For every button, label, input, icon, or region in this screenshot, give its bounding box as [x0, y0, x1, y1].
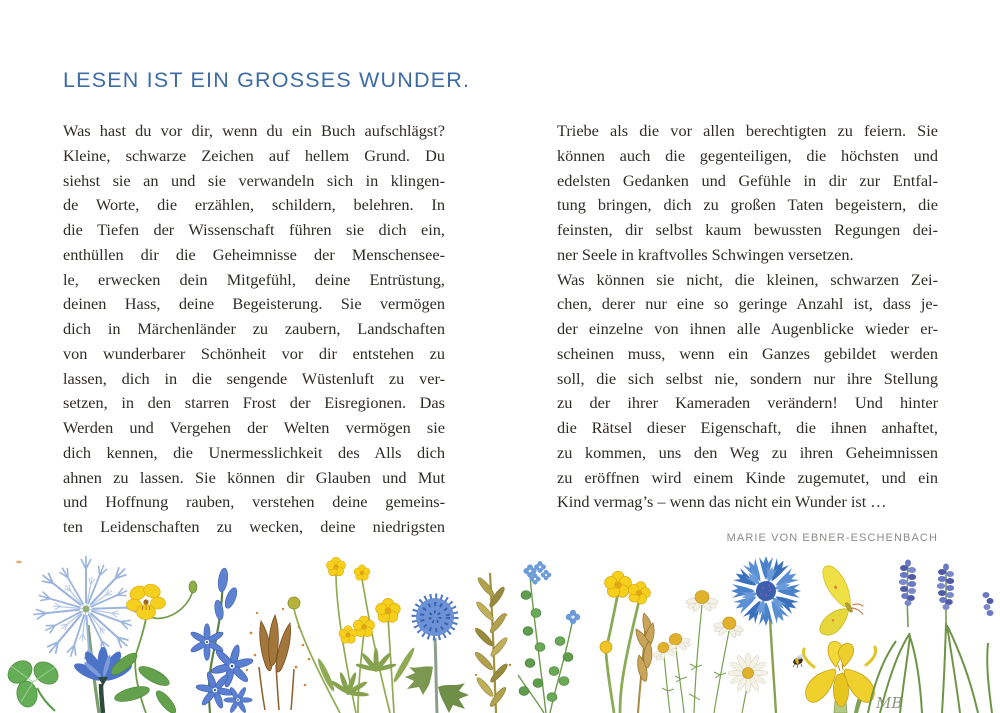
text-line: die Tiefen der Wissenschaft führen sie dich ein, [63, 220, 445, 239]
globe-thistle [405, 596, 469, 713]
text-line: Werden und Vergehen der Welten vermögen sie [63, 418, 445, 437]
text-line: Kind vermag’s – wenn das nicht ein Wunder ist … [557, 492, 887, 512]
clover [4, 656, 63, 711]
text-line: die Rätsel dieser Eigenschaft, die ihnen anhaftet, [557, 418, 938, 437]
text-line: zu eröffnen wird einem Kinde zugemutet, und ein [557, 467, 938, 487]
text-line: scheinen muss, wenn ein Ganzes gebildet werden [557, 343, 938, 363]
text-line: lassen, dich in die sengende Wüstenluft zu ver- [63, 368, 445, 388]
text-line: können auch die gegenteiligen, die höchsten und [557, 145, 938, 165]
text-line: ten Leidenschaften zu wecken, deine niedrigsten [63, 517, 445, 536]
text-line: siehst sie an und sie verwandeln sich in klingen- [63, 170, 445, 190]
text-line: ner Seele in kraftvolles Schwingen versetzen. [557, 244, 854, 264]
seed-pods [246, 608, 310, 710]
text-line: und Hoffnung rauben, verstehen deine gemeins- [63, 492, 445, 512]
wheat-pods [633, 612, 658, 713]
text-line: Was können sie nicht, die kleinen, schwarzen Zei- [557, 269, 938, 289]
text-line: feinsten, dir selbst kaum bewussten Regungen dei- [557, 220, 938, 239]
text-line: tung bringen, dich zu großen Taten begeistern, die [557, 195, 938, 215]
text-line: edelsten Gedanken und Gefühle in dir zur Entfal- [557, 170, 938, 190]
text-line: enthüllen dir die Geheimnisse der Menschensee- [63, 244, 445, 264]
yellow-iris [792, 641, 875, 713]
text-line: zu kommen, uns den Weg zu ihren Geheimnissen [557, 442, 938, 462]
lavender [868, 560, 994, 713]
scilla [190, 567, 258, 713]
text-line: zu der ihrer Kameraden verändern! Und hinter [557, 393, 938, 413]
text-line: Kleine, schwarze Zeichen auf hellem Grund. Du [63, 145, 445, 165]
text-line: le, erwecken dein Mitgefühl, deine Entrüstung, [63, 269, 445, 289]
agapanthus [33, 556, 139, 713]
veronica [518, 561, 580, 713]
right-text-column [557, 119, 938, 515]
text-line: chen, derer nur eine so geringe Anzahl ist, dass je- [557, 294, 938, 314]
text-line: Was hast du vor dir, wenn du ein Buch aufschlägst? [63, 121, 445, 140]
text-line: der einzelne von ihnen alle Augenblicke wieder er- [557, 319, 938, 338]
text-line: soll, die sich selbst nie, sondern nur ihre Stellung [557, 368, 938, 388]
text-line: dich kennen, die Unermesslichkeit des Alls dich [63, 442, 445, 462]
brimstone-butterfly [814, 565, 869, 640]
paint-speck [16, 561, 22, 564]
text-line: Triebe als die vor allen berechtigten zu feiern. Sie [557, 121, 938, 140]
text-line: de Worte, die erzählen, schildern, belehren. In [63, 195, 445, 215]
attribution: MARIE VON EBNER-ESCHENBACH [726, 532, 938, 544]
text-line: setzen, in den starren Frost der Eisregionen. Das [63, 393, 445, 413]
artist-monogram: MB [876, 694, 903, 712]
text-line: von wunderbarer Schönheit vor dir entstehen zu [63, 343, 445, 363]
buttercups [288, 557, 417, 713]
grain-stalk [473, 573, 511, 713]
left-text-column [63, 119, 445, 540]
text-line: ahnen zu lassen. Sie können dir Glauben und Mut [63, 467, 445, 487]
chamomile [649, 591, 768, 713]
bee [792, 654, 804, 668]
text-line: deinen Hass, deine Begeisterung. Sie vermögen [63, 294, 445, 314]
botanical-illustration [0, 555, 1000, 713]
page-title: LESEN IST EIN GROSSES WUNDER. [63, 68, 471, 92]
cornflower [731, 556, 801, 713]
text-line: dich in Märchenländer zu zaubern, Landschaften [63, 319, 445, 338]
